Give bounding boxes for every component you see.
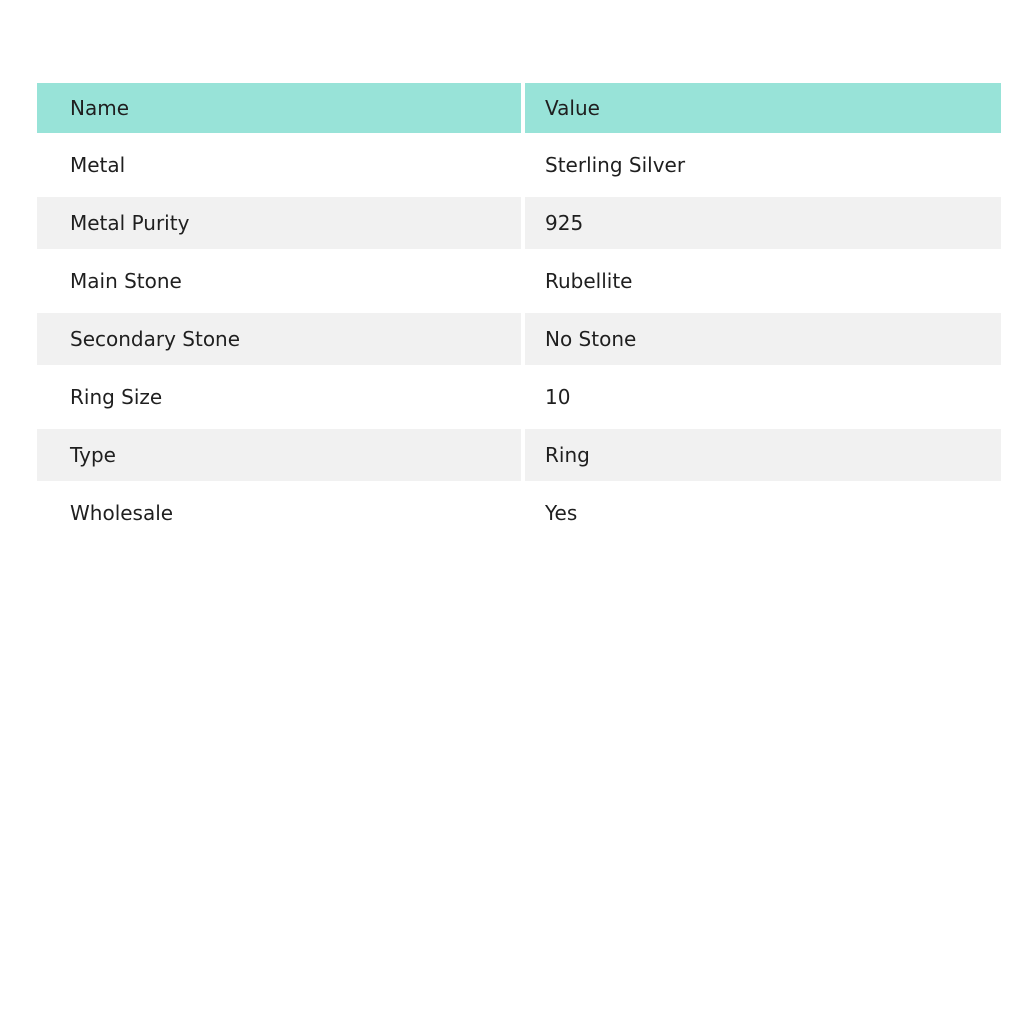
table-row [37, 191, 1001, 249]
table-header-row [37, 83, 1001, 133]
product-specifications-table [37, 83, 1001, 539]
spec-value: Rubellite [525, 249, 1001, 307]
table-row [37, 307, 1001, 365]
table-row [37, 365, 1001, 423]
spec-value: 10 [525, 365, 1001, 423]
spec-value: Ring [525, 423, 1001, 481]
spec-name: Secondary Stone [37, 307, 525, 365]
column-header-name: Name [37, 83, 525, 133]
spec-value: Sterling Silver [525, 133, 1001, 191]
spec-value: Yes [525, 481, 1001, 539]
table-row [37, 249, 1001, 307]
spec-value: 925 [525, 191, 1001, 249]
spec-name: Main Stone [37, 249, 525, 307]
column-header-value: Value [525, 83, 1001, 133]
spec-name: Type [37, 423, 525, 481]
table-row [37, 423, 1001, 481]
spec-name: Metal Purity [37, 191, 525, 249]
table-row [37, 481, 1001, 539]
spec-name: Metal [37, 133, 525, 191]
table-row [37, 133, 1001, 191]
spec-name: Wholesale [37, 481, 525, 539]
spec-name: Ring Size [37, 365, 525, 423]
spec-value: No Stone [525, 307, 1001, 365]
